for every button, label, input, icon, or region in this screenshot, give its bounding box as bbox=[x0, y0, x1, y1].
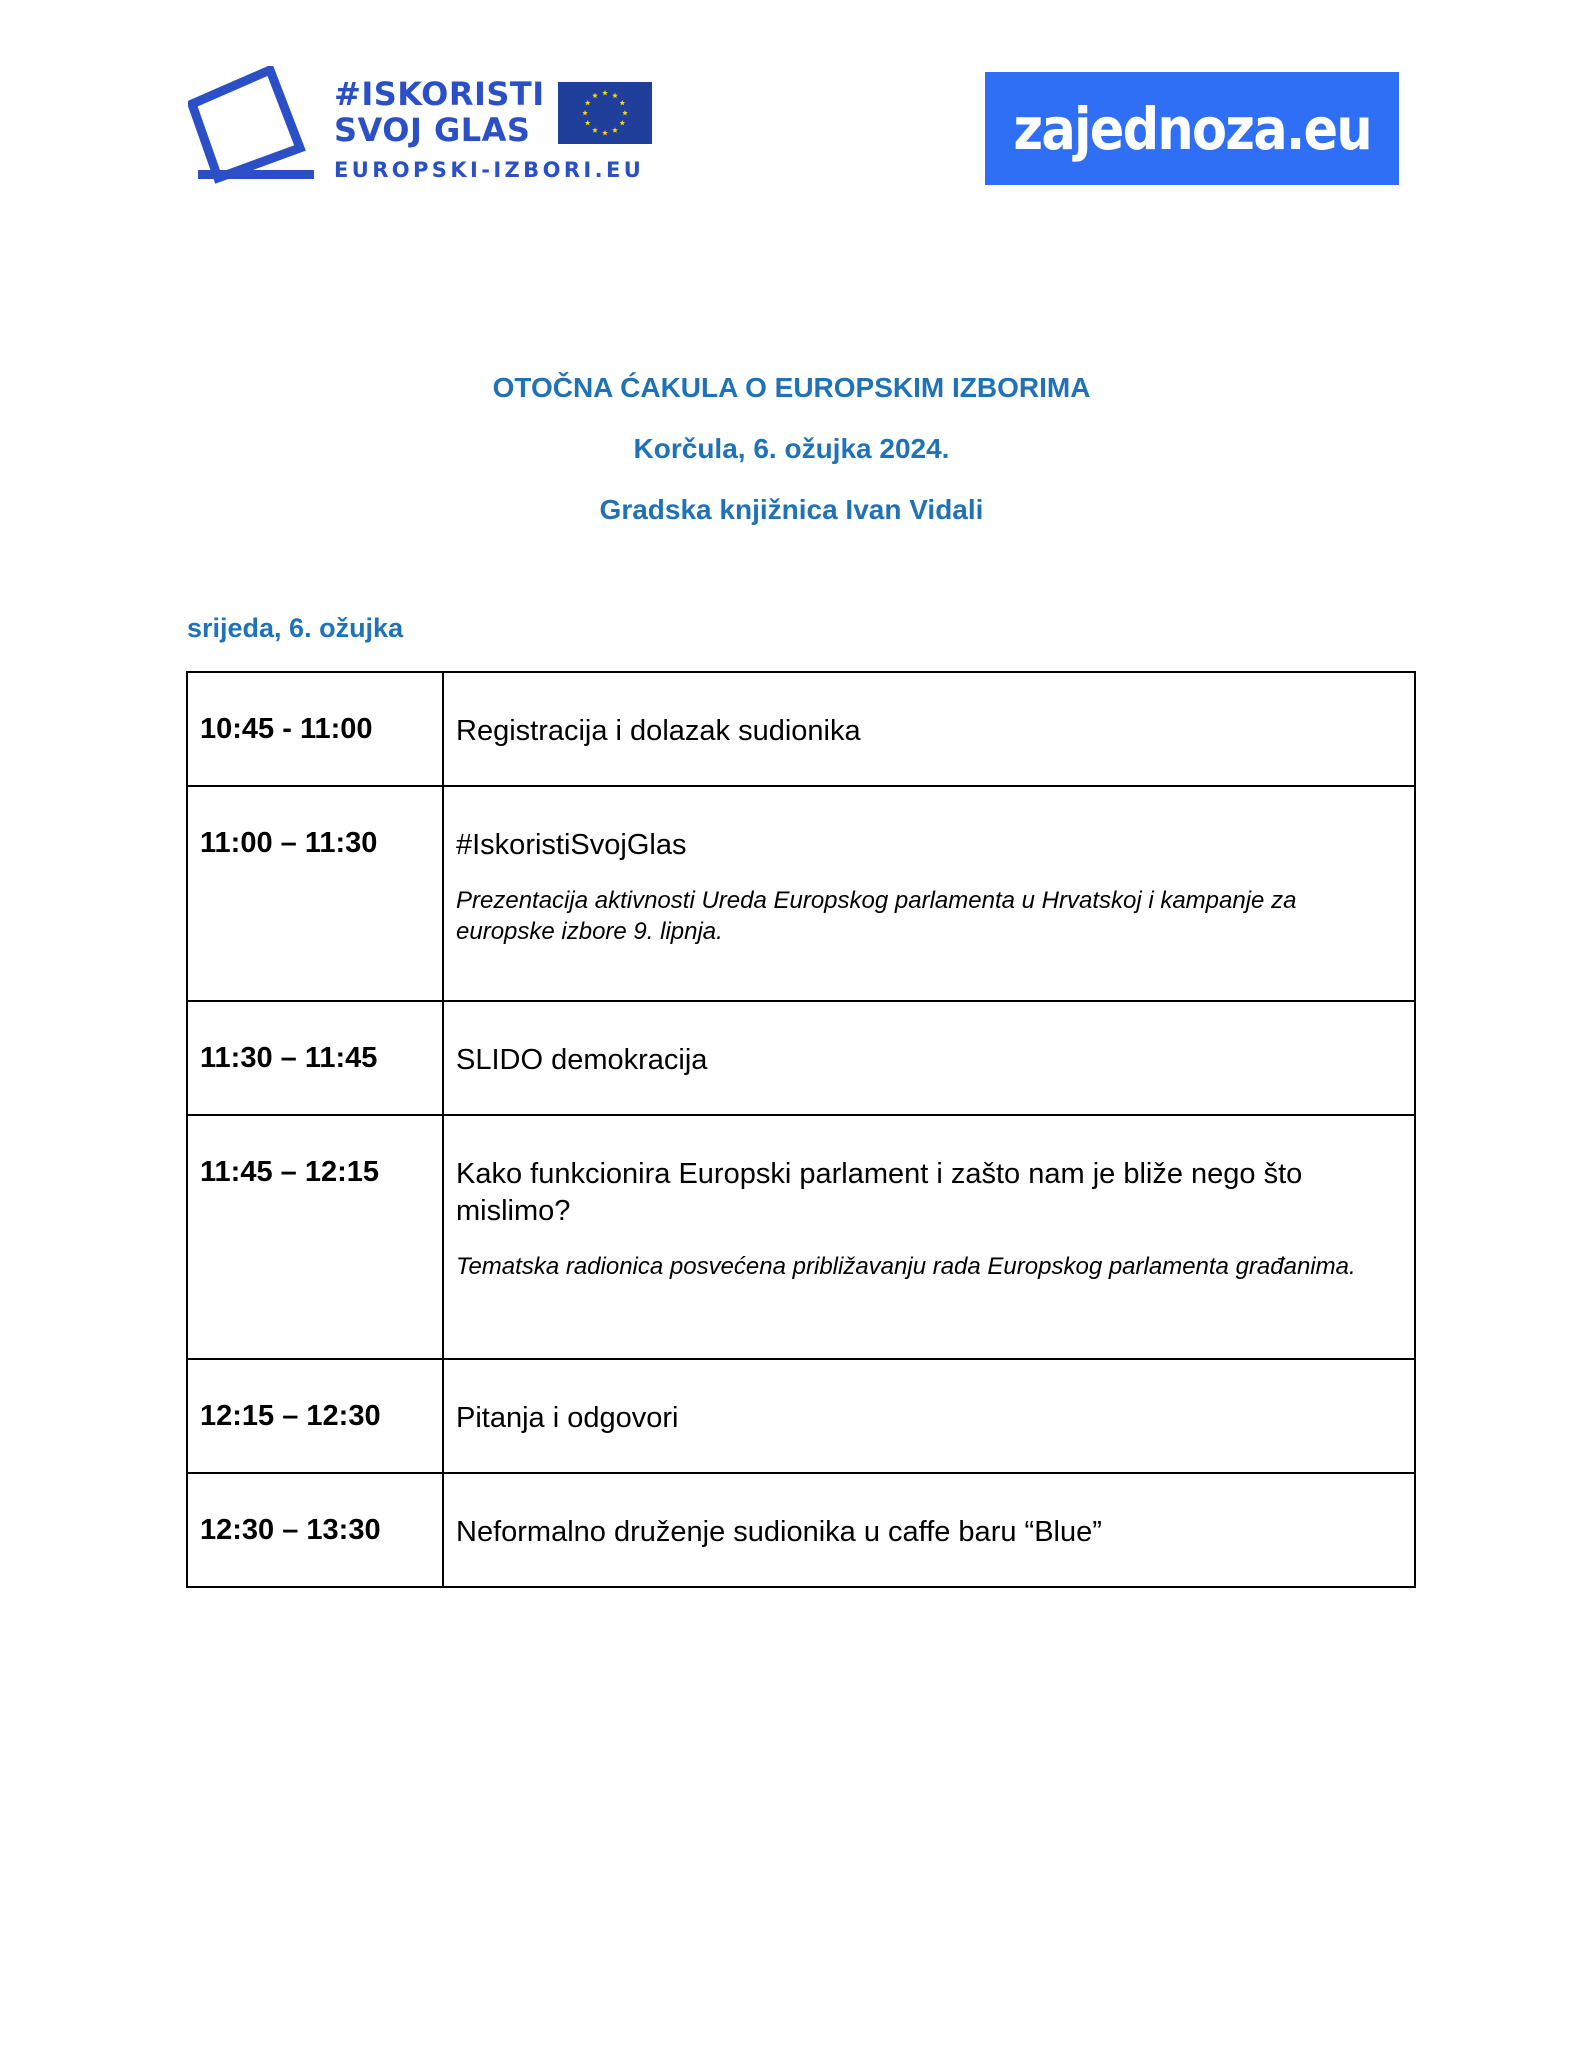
time-cell: 11:30 – 11:45 bbox=[187, 1001, 443, 1115]
activity-cell bbox=[443, 1359, 1415, 1473]
activity-description: Prezentacija aktivnosti Ureda Europskog parlamenta u Hrvatskoj i kampanje za europske izbore 9. lipnja. bbox=[456, 887, 1297, 945]
event-title: OTOČNA ĆAKULA O EUROPSKIM IZBORIMA bbox=[492, 372, 1091, 403]
eu-flag-icon bbox=[558, 82, 652, 144]
schedule-table bbox=[186, 671, 1416, 1588]
time-cell: 11:45 – 12:15 bbox=[187, 1115, 443, 1359]
table-row bbox=[187, 1115, 1415, 1359]
table-row bbox=[187, 786, 1415, 1001]
table-row bbox=[187, 1359, 1415, 1473]
campaign-logo bbox=[188, 66, 658, 184]
activity-title: Neformalno druženje sudionika u caffe baru “Blue” bbox=[456, 1516, 1102, 1548]
activity-cell bbox=[443, 1115, 1415, 1359]
day-label: srijeda, 6. ožujka bbox=[187, 613, 404, 643]
event-venue: Gradska knjižnica Ivan Vidali bbox=[599, 494, 984, 525]
activity-title: Kako funkcionira Europski parlament i zašto nam je bliže nego što mislimo? bbox=[456, 1158, 1303, 1227]
table-row bbox=[187, 1473, 1415, 1587]
time-cell: 12:30 – 13:30 bbox=[187, 1473, 443, 1587]
campaign-logo-text bbox=[334, 76, 545, 148]
partner-logo-text: zajednoza.eu bbox=[1013, 94, 1371, 163]
time-cell: 10:45 - 11:00 bbox=[187, 672, 443, 786]
activity-cell bbox=[443, 1473, 1415, 1587]
activity-cell bbox=[443, 786, 1415, 1001]
campaign-logo-line2: SVOJ GLAS bbox=[334, 111, 531, 149]
ballot-box-icon bbox=[188, 66, 318, 184]
time-cell: 11:00 – 11:30 bbox=[187, 786, 443, 1001]
activity-title: SLIDO demokracija bbox=[456, 1044, 708, 1076]
time-cell: 12:15 – 12:30 bbox=[187, 1359, 443, 1473]
table-row bbox=[187, 1001, 1415, 1115]
campaign-logo-line1: #ISKORISTI bbox=[334, 75, 545, 113]
activity-cell bbox=[443, 1001, 1415, 1115]
event-date: Korčula, 6. ožujka 2024. bbox=[633, 433, 950, 464]
activity-title: Registracija i dolazak sudionika bbox=[456, 715, 861, 747]
activity-description: Tematska radionica posvećena približavanju rada Europskog parlamenta građanima. bbox=[456, 1253, 1356, 1280]
table-row bbox=[187, 672, 1415, 786]
campaign-logo-url: EUROPSKI-IZBORI.EU bbox=[334, 158, 645, 182]
activity-title: #IskoristiSvojGlas bbox=[456, 829, 687, 861]
partner-logo bbox=[985, 72, 1399, 185]
activity-title: Pitanja i odgovori bbox=[456, 1402, 679, 1434]
event-heading bbox=[0, 370, 1583, 553]
activity-cell bbox=[443, 672, 1415, 786]
